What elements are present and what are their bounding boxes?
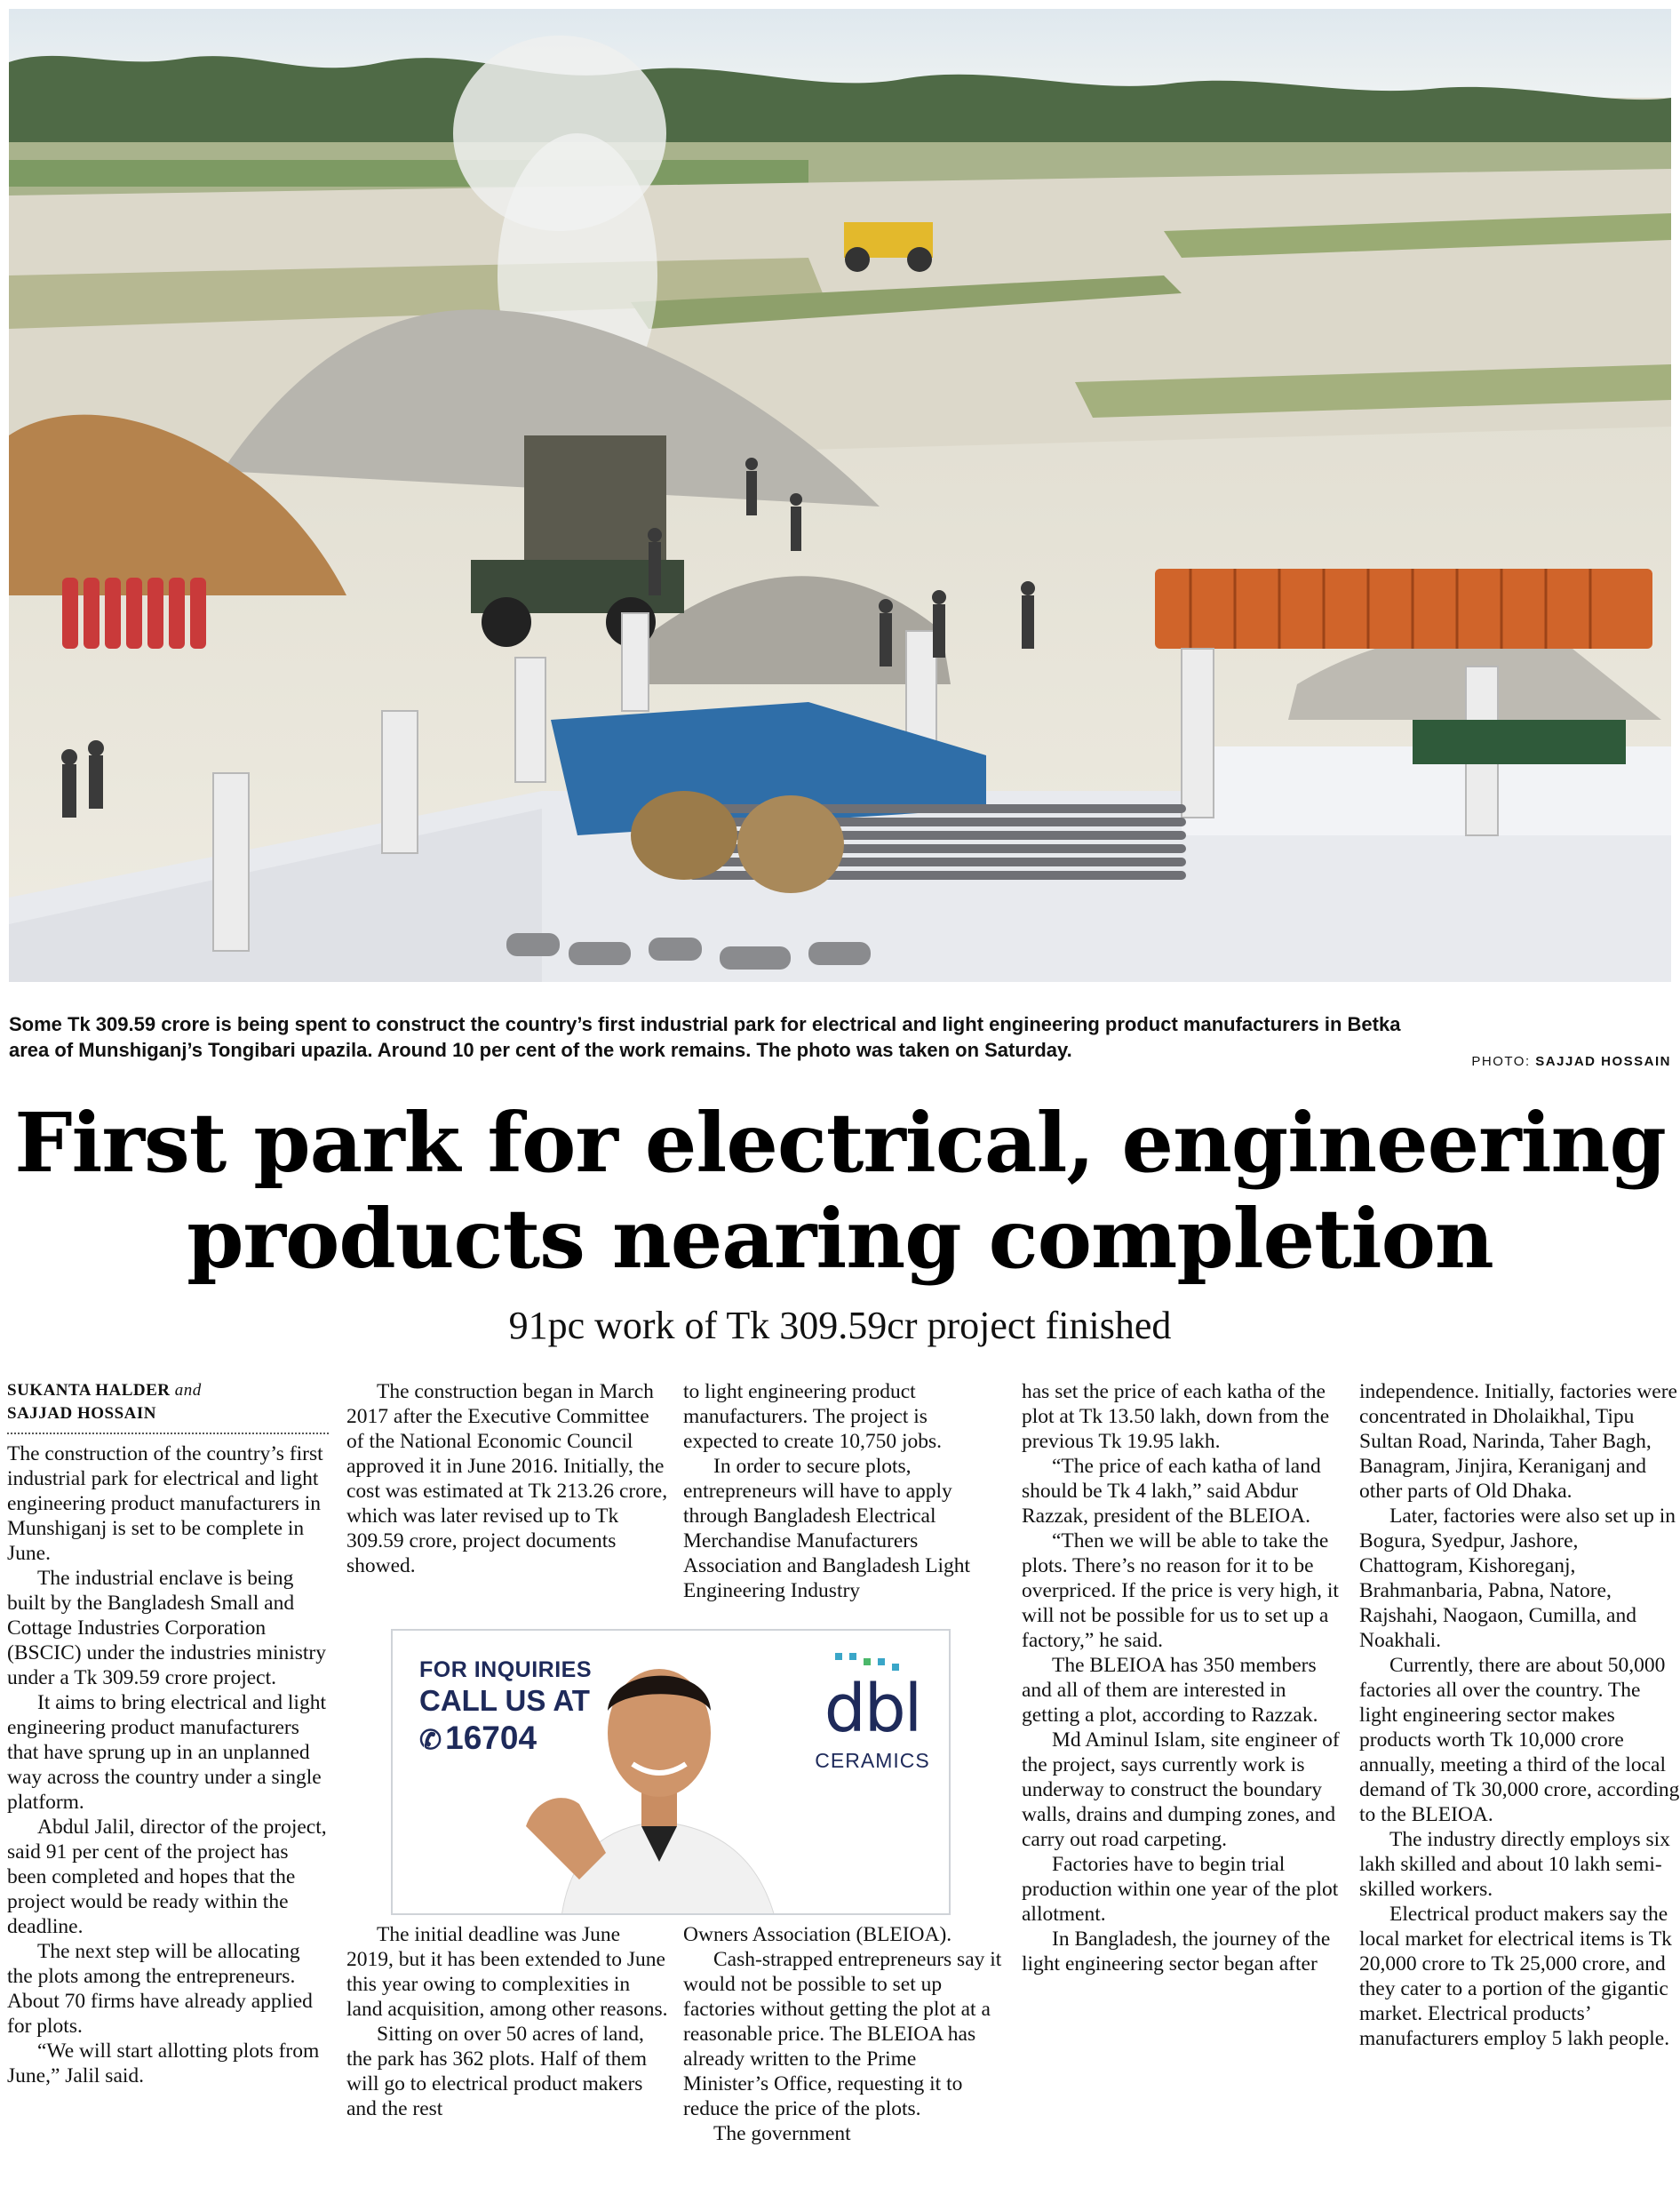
ad-brand-logo: dbl bbox=[824, 1671, 921, 1747]
ad-brand-sub: CERAMICS bbox=[815, 1749, 930, 1772]
credit-label: PHOTO: bbox=[1471, 1054, 1531, 1069]
article-column-3 bbox=[683, 1379, 1005, 1603]
advertisement[interactable] bbox=[391, 1629, 951, 1915]
paragraph: independence. Initially, factories were concentrated in Dholaikhal, Tipu Sultan Road, Narinda, Taher Bagh, Banagram, Jinjira, Keraniganj and other parts of Old Dhaka. bbox=[1359, 1380, 1677, 1503]
paragraph: Md Aminul Islam, site engineer of the project, says currently work is underway to construct the boundary walls, drains and dumping zones, and carry out road carpeting. bbox=[1022, 1728, 1340, 1851]
byline-author-2: SAJJAD HOSSAIN bbox=[7, 1404, 157, 1423]
photo-credit bbox=[1471, 1054, 1671, 1069]
paragraph: In order to secure plots, entrepreneurs will have to apply through Bangladesh Electrical Merchandise Manufacturers Association and Bangladesh Light Engineering Industry bbox=[683, 1455, 971, 1602]
paragraph: Cash-strapped entrepreneurs say it would not be possible to set up factories without getting the plot at a reasonable price. The BLEIOA has already written to the Prime Minister’s Office, requesting it to reduce the price of the plots. bbox=[683, 1948, 1002, 2120]
ad-call-text: CALL US AT bbox=[419, 1684, 590, 1717]
paragraph: Later, factories were also set up in Bogura, Syedpur, Jashore, Chattogram, Kishoreganj, Brahmanbaria, Pabna, Natore, Rajshahi, Naogaon, Cumilla, and Noakhali. bbox=[1359, 1505, 1676, 1652]
headline-line-1: First park for electrical, engineering bbox=[14, 1095, 1666, 1191]
paragraph: The industry directly employs six lakh skilled and about 10 lakh semi-skilled workers. bbox=[1359, 1828, 1670, 1901]
article-column-1 bbox=[7, 1379, 329, 2088]
credit-name: SAJJAD HOSSAIN bbox=[1535, 1054, 1671, 1069]
article-column-5 bbox=[1359, 1379, 1680, 2051]
byline-author-1: SUKANTA HALDER bbox=[7, 1381, 171, 1400]
paragraph: The BLEIOA has 350 members and all of them are interested in getting a plot, according to Razzak. bbox=[1022, 1654, 1318, 1727]
headline-line-2: products nearing completion bbox=[187, 1191, 1493, 1287]
paragraph: The industrial enclave is being built by the Bangladesh Small and Cottage Industries Corporation (BSCIC) under the industries ministry under a Tk 309.59 crore project. bbox=[7, 1567, 327, 1689]
caption-text: Some Tk 309.59 crore is being spent to construct the country’s first industrial park for electrical and light engineering product manufacturers in Betka area of Munshiganj’s Tongibari upazila. Around 10 per cent of the work remains. The photo was taken on Saturday. bbox=[9, 1013, 1401, 1061]
paragraph: Currently, there are about 50,000 factories all over the country. The light engineering sector makes products worth Tk 10,000 crore annually, meeting a third of the local demand of Tk 30,000 crore, according to the BLEIOA. bbox=[1359, 1654, 1680, 1826]
article-column-3-lower bbox=[683, 1922, 1005, 2146]
ad-inquiries-text: FOR INQUIRIES bbox=[419, 1657, 593, 1682]
article-column-4 bbox=[1022, 1379, 1343, 1976]
photo-caption bbox=[9, 1011, 1671, 1063]
paragraph: has set the price of each katha of the plot at Tk 13.50 lakh, down from the previous Tk 19.95 lakh. bbox=[1022, 1380, 1330, 1453]
paragraph: The construction of the country’s first industrial park for electrical and light engineering product manufacturers in Munshiganj is set to be complete in June. bbox=[7, 1442, 323, 1565]
paragraph: The construction began in March 2017 after the Executive Committee of the National Economic Council approved it in June 2016. Initially, the cost was estimated at Tk 213.26 crore, which was later revised up to Tk 309.59 crore, project documents showed. bbox=[346, 1380, 668, 1577]
paragraph: The initial deadline was June 2019, but it has been extended to June this year owing to complexities in land acquisition, among other reasons. bbox=[346, 1923, 668, 2021]
subheadline: 91pc work of Tk 309.59cr project finished bbox=[508, 1304, 1172, 1347]
paragraph: Abdul Jalil, director of the project, said 91 per cent of the project has been completed and hopes that the project would be ready within the deadline. bbox=[7, 1816, 327, 1938]
paragraph: The next step will be allocating the plots among the entrepreneurs. About 70 firms have already applied for plots. bbox=[7, 1940, 313, 2038]
paragraph: In Bangladesh, the journey of the light engineering sector began after bbox=[1022, 1928, 1331, 1975]
paragraph: “We will start allotting plots from June,” Jalil said. bbox=[7, 2039, 320, 2087]
paragraph: to light engineering product manufacturers. The project is expected to create 10,750 jobs. bbox=[683, 1380, 943, 1453]
article-column-2 bbox=[346, 1379, 668, 1578]
article-column-2-lower bbox=[346, 1922, 668, 2121]
paragraph: “Then we will be able to take the plots. There’s no reason for it to be overpriced. If the price is very high, it will not be possible for us to set up a factory,” he said. bbox=[1022, 1529, 1339, 1652]
byline bbox=[7, 1379, 329, 1434]
headline bbox=[0, 1095, 1680, 1287]
paragraph: Sitting on over 50 acres of land, the park has 362 plots. Half of them will go to electrical product makers and the rest bbox=[346, 2023, 648, 2120]
news-photo bbox=[9, 9, 1671, 982]
paragraph: It aims to bring electrical and light engineering product manufacturers that have sprung up in an unplanned way across the country under a single platform. bbox=[7, 1691, 326, 1814]
paragraph: Electrical product makers say the local market for electrical items is Tk 20,000 crore to Tk 25,000 crore, and they cater to a portion of the gigantic market. Electrical products’ manufacturers employ 5 lakh people. bbox=[1359, 1903, 1672, 2050]
ad-person-image bbox=[508, 1648, 810, 1915]
paragraph: The government bbox=[713, 2122, 851, 2145]
paragraph: Owners Association (BLEIOA). bbox=[683, 1923, 952, 1946]
paragraph: Factories have to begin trial production within one year of the plot allotment. bbox=[1022, 1853, 1339, 1926]
paragraph: “The price of each katha of land should be Tk 4 lakh,” said Abdur Razzak, president of the BLEIOA. bbox=[1022, 1455, 1321, 1528]
byline-and: and bbox=[174, 1381, 202, 1400]
ad-phone-value: 16704 bbox=[445, 1720, 537, 1756]
phone-icon: ✆ bbox=[419, 1726, 442, 1755]
